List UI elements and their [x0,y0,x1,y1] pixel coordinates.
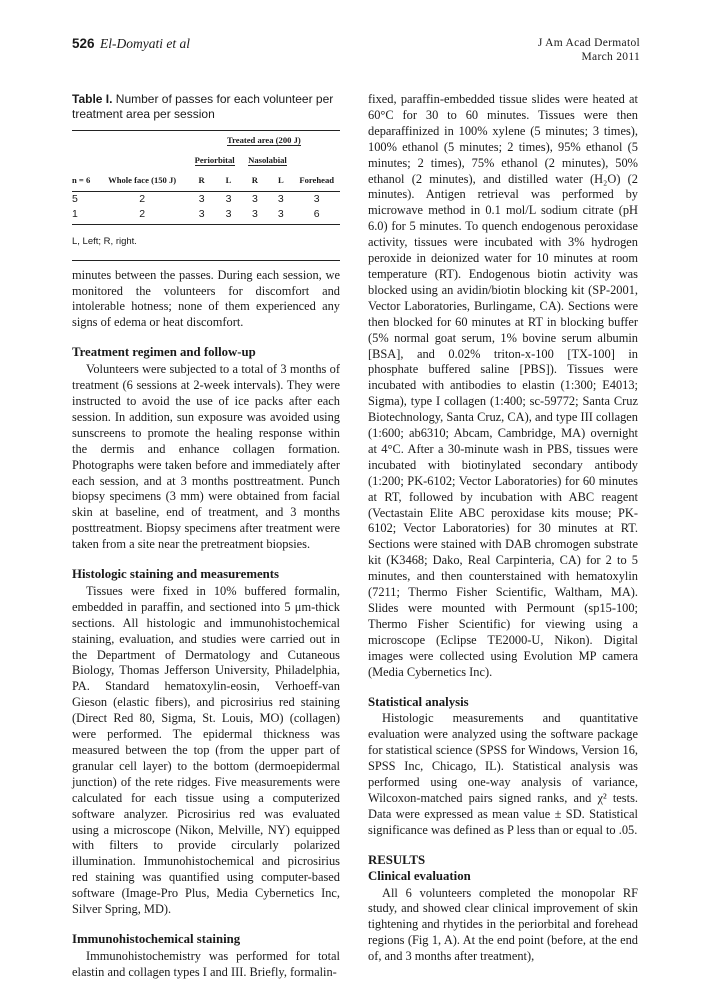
subheader-nasolabial: Nasolabial [248,154,287,165]
table-cell: 1 [72,207,97,225]
continued-paragraph: minutes between the passes. During each session, we monitored the volunteers for discomfort and intolerable hotness; none of them experienced any signs of edema or heat discomfort. [72,267,340,330]
heading-treatment-regimen: Treatment regimen and follow-up [72,345,256,360]
paragraph-immunohistochemical-staining: Immunohistochemistry was performed for total elastin and collagen types I and III. Briefly, formalin- [72,948,340,979]
column-header: L [215,171,241,191]
table-title: Number of passes for each volunteer per treatment area per session [72,92,334,121]
table-cell: 3 [215,207,241,225]
heading-statistical-analysis: Statistical analysis [368,694,469,709]
table-cell: 3 [268,207,293,225]
table-cell: 3 [251,192,258,205]
passes-table [72,130,340,225]
table-row [72,191,340,207]
running-head-authors: El-Domyati et al [100,36,190,51]
running-head [72,36,640,66]
left-column [72,90,340,981]
table-cell: 3 [225,192,232,205]
paragraph-histologic-staining: Tissues were fixed in 10% buffered formalin, embedded in paraffin, and sectioned into 5 μm-thick sections. All histologic and immunohistochemical staining, evaluation, and studies were carried out in the Department of Dermatology and Cutaneous Biology, Thomas Jefferson University, Philadelphia, PA. Standard hematoxylin-eosin, Verhoeff-van Gieson (elastic fibers), and picrosirius red staining (Direct Red 80, Sigma, St. Louis, MO) (collagen) were performed. The epidermal thickness was measured between the top (from the upper part of granular cell layer) to the bottom (dermoepidermal junction) of the rete ridges. Five measurements were calculated for each tissue using a computerized software analyzer. Picrosirius red was evaluated using a microscope (Nikon, Melville, NY) equipped with filters to provide circularly polarized illumination. Immunohistochemical and picrosirius red staining was quantified using computer-based software (Image-Pro Plus, Media Cybernetics Inc, Silver Spring, MD). [72,583,340,917]
column-header: Forehead [293,171,340,191]
column-header: R [188,171,216,191]
table-group-header-row [72,131,340,151]
table-column-headers [72,171,340,191]
table-end-rule [72,260,340,261]
table-cell: 2 [139,192,146,205]
column-header: n = 6 [72,171,97,191]
right-column [368,92,638,965]
paragraph-treatment-regimen: Volunteers were subjected to a total of 3 months of treatment (6 sessions at 2-week intervals). They were instructed to avoid the use of ice packs after each session. In addition, sun exposure was avoided using sunscreens to promote the healing response within the dermis and enhance collagen formation. Photographs were taken before and immediately after each session, and at 3 months posttreatment. Punch biopsy specimens (3 mm) were obtained from facial skin at baseline, end of treatment, and 3 months posttreatment. Biopsy specimens after treatment were taken from a site near the pretreatment biopsies. [72,362,340,552]
table-cell: 3 [198,192,205,205]
paragraph-immunohistochemical-continued: fixed, paraffin-embedded tissue slides were heated at 60°C for 30 to 60 minutes. Tissues were then deparaffinized in 100% xylene (5 minutes; 3 times), 100% ethanol (5 minutes; 2 times), 95% ethanol (5 minutes; 2 times), 75% ethanol (2 minutes), 50% ethanol (2 minutes), and distilled water (H₂O) (2 minutes). Antigen retrieval was performed by microwave method in 0.1 mol/L sodium citrate (pH 6.0) for 5 minutes. To quench endogenous peroxidase activity, tissues were incubated with 3% hydrogen peroxide in deionized water for 10 minutes at room temperature (RT). Endogenous biotin activity was blocked using an avidin/biotin blocking kit (SP-2001, Vector Laboratories, Burlingame, CA). Sections were then blocked for 60 minutes at RT in blocking buffer (5% normal goat serum, 1% bovine serum albumin [BSA], and 0.02% triton-x-100 [TX-100] in phosphate buffered saline [PBS]). Tissues were incubated with antibodies to elastin (1:300; E4013; Sigma), type I collagen (1:400; sc-59772; Santa Cruz Biotechnology, Santa Cruz, CA), and type III collagen (1:600; ab6310; Abcam, Cambridge, MA) overnight at 4°C. After a 30-minute wash in PBS, tissues were incubated with biotinylated secondary antibody (1:200; PK-6102; Vector Laboratories) for 60 minutes at RT, followed by incubation with ABC reagent (Vectastain Elite ABC peroxidase kits mouse; PK-6102; Vector Laboratories) for 30 minutes at RT. Sections were stained with DAB chromogen substrate kit (K3468; Dako, Real Carpinteria, CA) for 2 to 5 minutes, and then counterstained with hematoxylin (7211; Thermo Fisher Scientific, Waltham, MA). Slides were mounted with Permount (sp15-100; Thermo Fisher Scientific) for viewing using a microscope (Eclipse TE2000-U, Nikon). Digital images were collected using Evolution MP camera (Media Cybernetics Inc). [368,92,638,679]
table-cell: 6 [293,207,340,225]
table-subgroup-row [72,151,340,171]
paragraph-clinical-evaluation: All 6 volunteers completed the monopolar RF study, and showed clear clinical improvement of skin tightening and rhytides in the periorbital and forehead regions (Fig 1, A). At the end point (before, at the end of, and 3 months after treatment), [368,885,638,964]
journal-issue-date: March 2011 [581,51,640,63]
subheader-periorbital: Periorbital [194,154,235,165]
heading-histologic-staining: Histologic staining and measurements [72,567,280,582]
heading-results: RESULTS [368,852,426,867]
heading-clinical-evaluation: Clinical evaluation [368,868,471,883]
table-label: Table I. [72,92,113,106]
group-header-treated-area: Treated area (200 J) [188,131,340,151]
table-cell: 2 [97,207,188,225]
table-cell: 3 [242,207,269,225]
journal-citation [538,36,640,64]
table-cell: 3 [313,192,320,205]
table-cell: 3 [277,192,284,205]
table-row [72,207,340,225]
heading-immunohistochemical-staining: Immunohistochemical staining [72,931,241,946]
column-header: R [242,171,269,191]
paragraph-statistical-analysis: Histologic measurements and quantitative evaluation were analyzed using the software package for statistical science (SPSS for Windows, Version 16, SPSS Inc, Chicago, IL). Statistical analysis was performed using one-way analysis of variance, Wilcoxon-matched pairs signed ranks, and χ² tests. Data were expressed as mean value ± SD. Statistical significance was defined as P less than or equal to .05. [368,711,638,837]
table-caption [72,92,340,121]
journal-name: J Am Acad Dermatol [537,37,640,49]
column-header: L [268,171,293,191]
table-footnote: L, Left; R, right. [72,235,137,247]
table-cell: 3 [188,207,216,225]
table-cell: 5 [72,192,78,205]
column-header: Whole face (150 J) [97,171,188,191]
page-number: 526 [72,36,95,51]
